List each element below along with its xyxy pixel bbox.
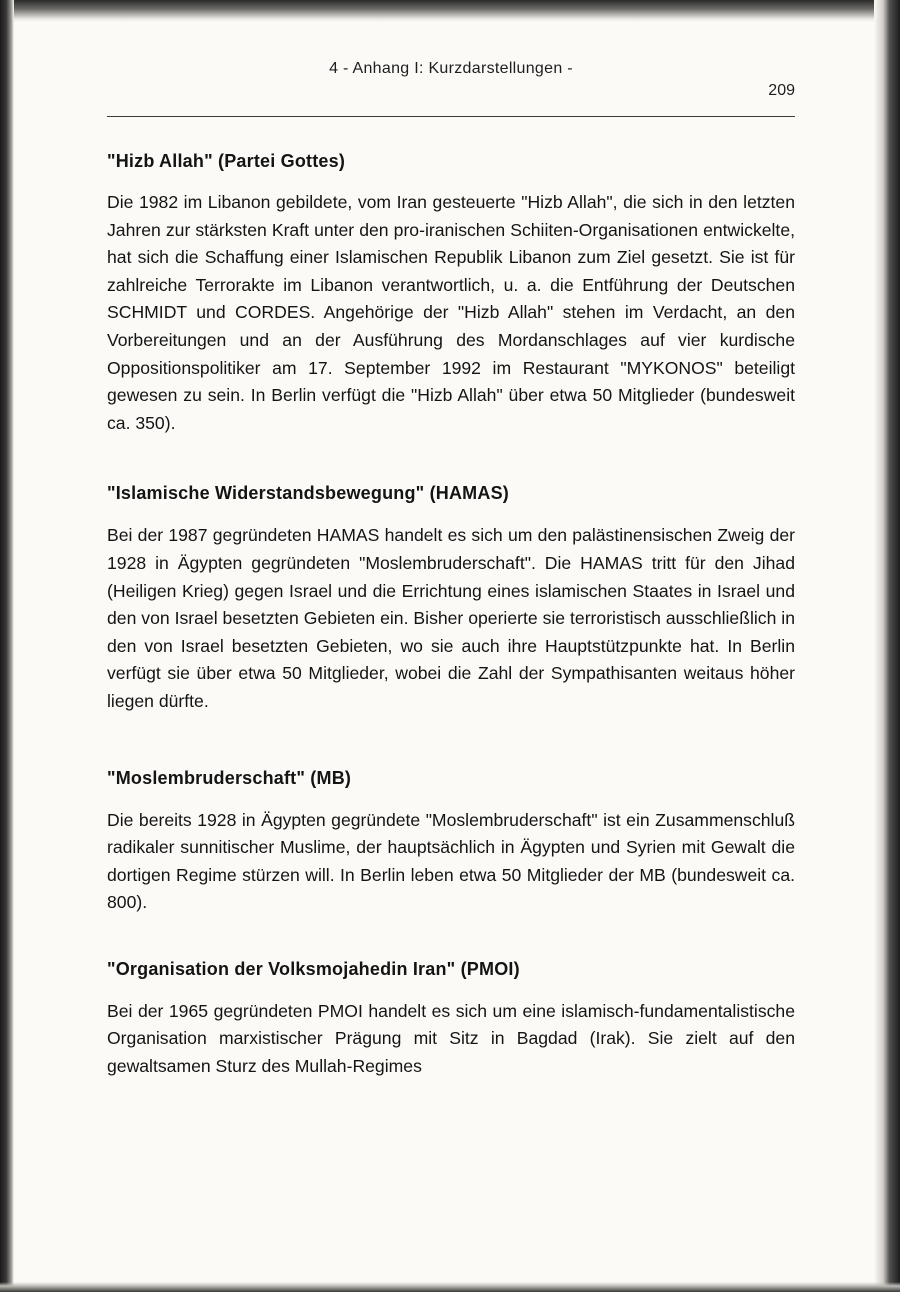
scan-edge-bottom (0, 1282, 900, 1292)
section-paragraph: Bei der 1965 gegründeten PMOI handelt es sich um eine islamisch-fundamentalistische Organisation marxistischer Prägung mit Sitz in Bagdad (Irak). Sie zielt auf den gewaltsamen Sturz des Mullah-Regimes (107, 1000, 795, 1077)
section-heading: "Islamische Widerstandsbewegung" (HAMAS) (107, 483, 509, 504)
section-heading: "Moslembruderschaft" (MB) (107, 767, 352, 788)
header-rule (107, 116, 795, 117)
section-heading: "Hizb Allah" (Partei Gottes) (107, 151, 346, 171)
page-number: 209 (768, 82, 795, 99)
section-paragraph: Bei der 1987 gegründeten HAMAS handelt es sich um den palästinensischen Zweig der 1928 in Ägypten gegründeten "Moslembruderschaft". Die HAMAS tritt für den Jihad (Heiligen Krieg) gegen Israel und die Errichtung eines islamischen Staates in Israel und den von Israel besetzten Gebieten ein. Bisher operierte sie terroristisch ausschließlich in den von Israel besetzten Gebieten, wo sie auch ihre Hauptstützpunkte hat. In Berlin verfügt sie über etwa 50 Mitglieder, wobei die Zahl der Sympathisanten weitaus höher liegen dürfte. (107, 525, 795, 711)
scan-edge-top (0, 0, 900, 22)
section-hizb-allah (107, 149, 795, 437)
section-paragraph: Die 1982 im Libanon gebildete, vom Iran gesteuerte "Hizb Allah", die sich in den letzten Jahren zur stärksten Kraft unter den pro-iranischen Schiiten-Organisationen entwickelte, hat sich die Schaffung einer Islamischen Republik Libanon zum Ziel gesetzt. Sie ist für zahlreiche Terrorakte im Libanon verantwortlich, u. a. die Entführung der Deutschen SCHMIDT und CORDES. Angehörige der "Hizb Allah" stehen im Verdacht, an den Vorbereitungen und an der Ausführung des Mordanschlages auf vier kurdische Oppositionspolitiker am 17. September 1992 im Restaurant "MYKONOS" beteiligt gewesen zu sein. In Berlin verfügt die "Hizb Allah" über etwa 50 Mitglieder (bundesweit ca. 350). (107, 192, 795, 433)
page-content (107, 149, 795, 1081)
section-hamas (107, 481, 795, 715)
section-moslembruderschaft (107, 766, 795, 917)
scan-edge-right (874, 0, 900, 1292)
section-pmoi (107, 957, 795, 1081)
section-paragraph: Die bereits 1928 in Ägypten gegründete "Moslembruderschaft" ist ein Zusammenschluß radikaler sunnitischer Muslime, der hauptsächlich in Ägypten und Syrien mit Gewalt die dortigen Regime stürzen will. In Berlin leben etwa 50 Mitglieder der MB (bundesweit ca. 800). (107, 809, 795, 913)
running-header: 4 - Anhang I: Kurzdarstellungen - (329, 60, 573, 77)
scan-edge-left (0, 0, 14, 1292)
section-heading: "Organisation der Volksmojahedin Iran" (PMOI) (107, 958, 520, 979)
